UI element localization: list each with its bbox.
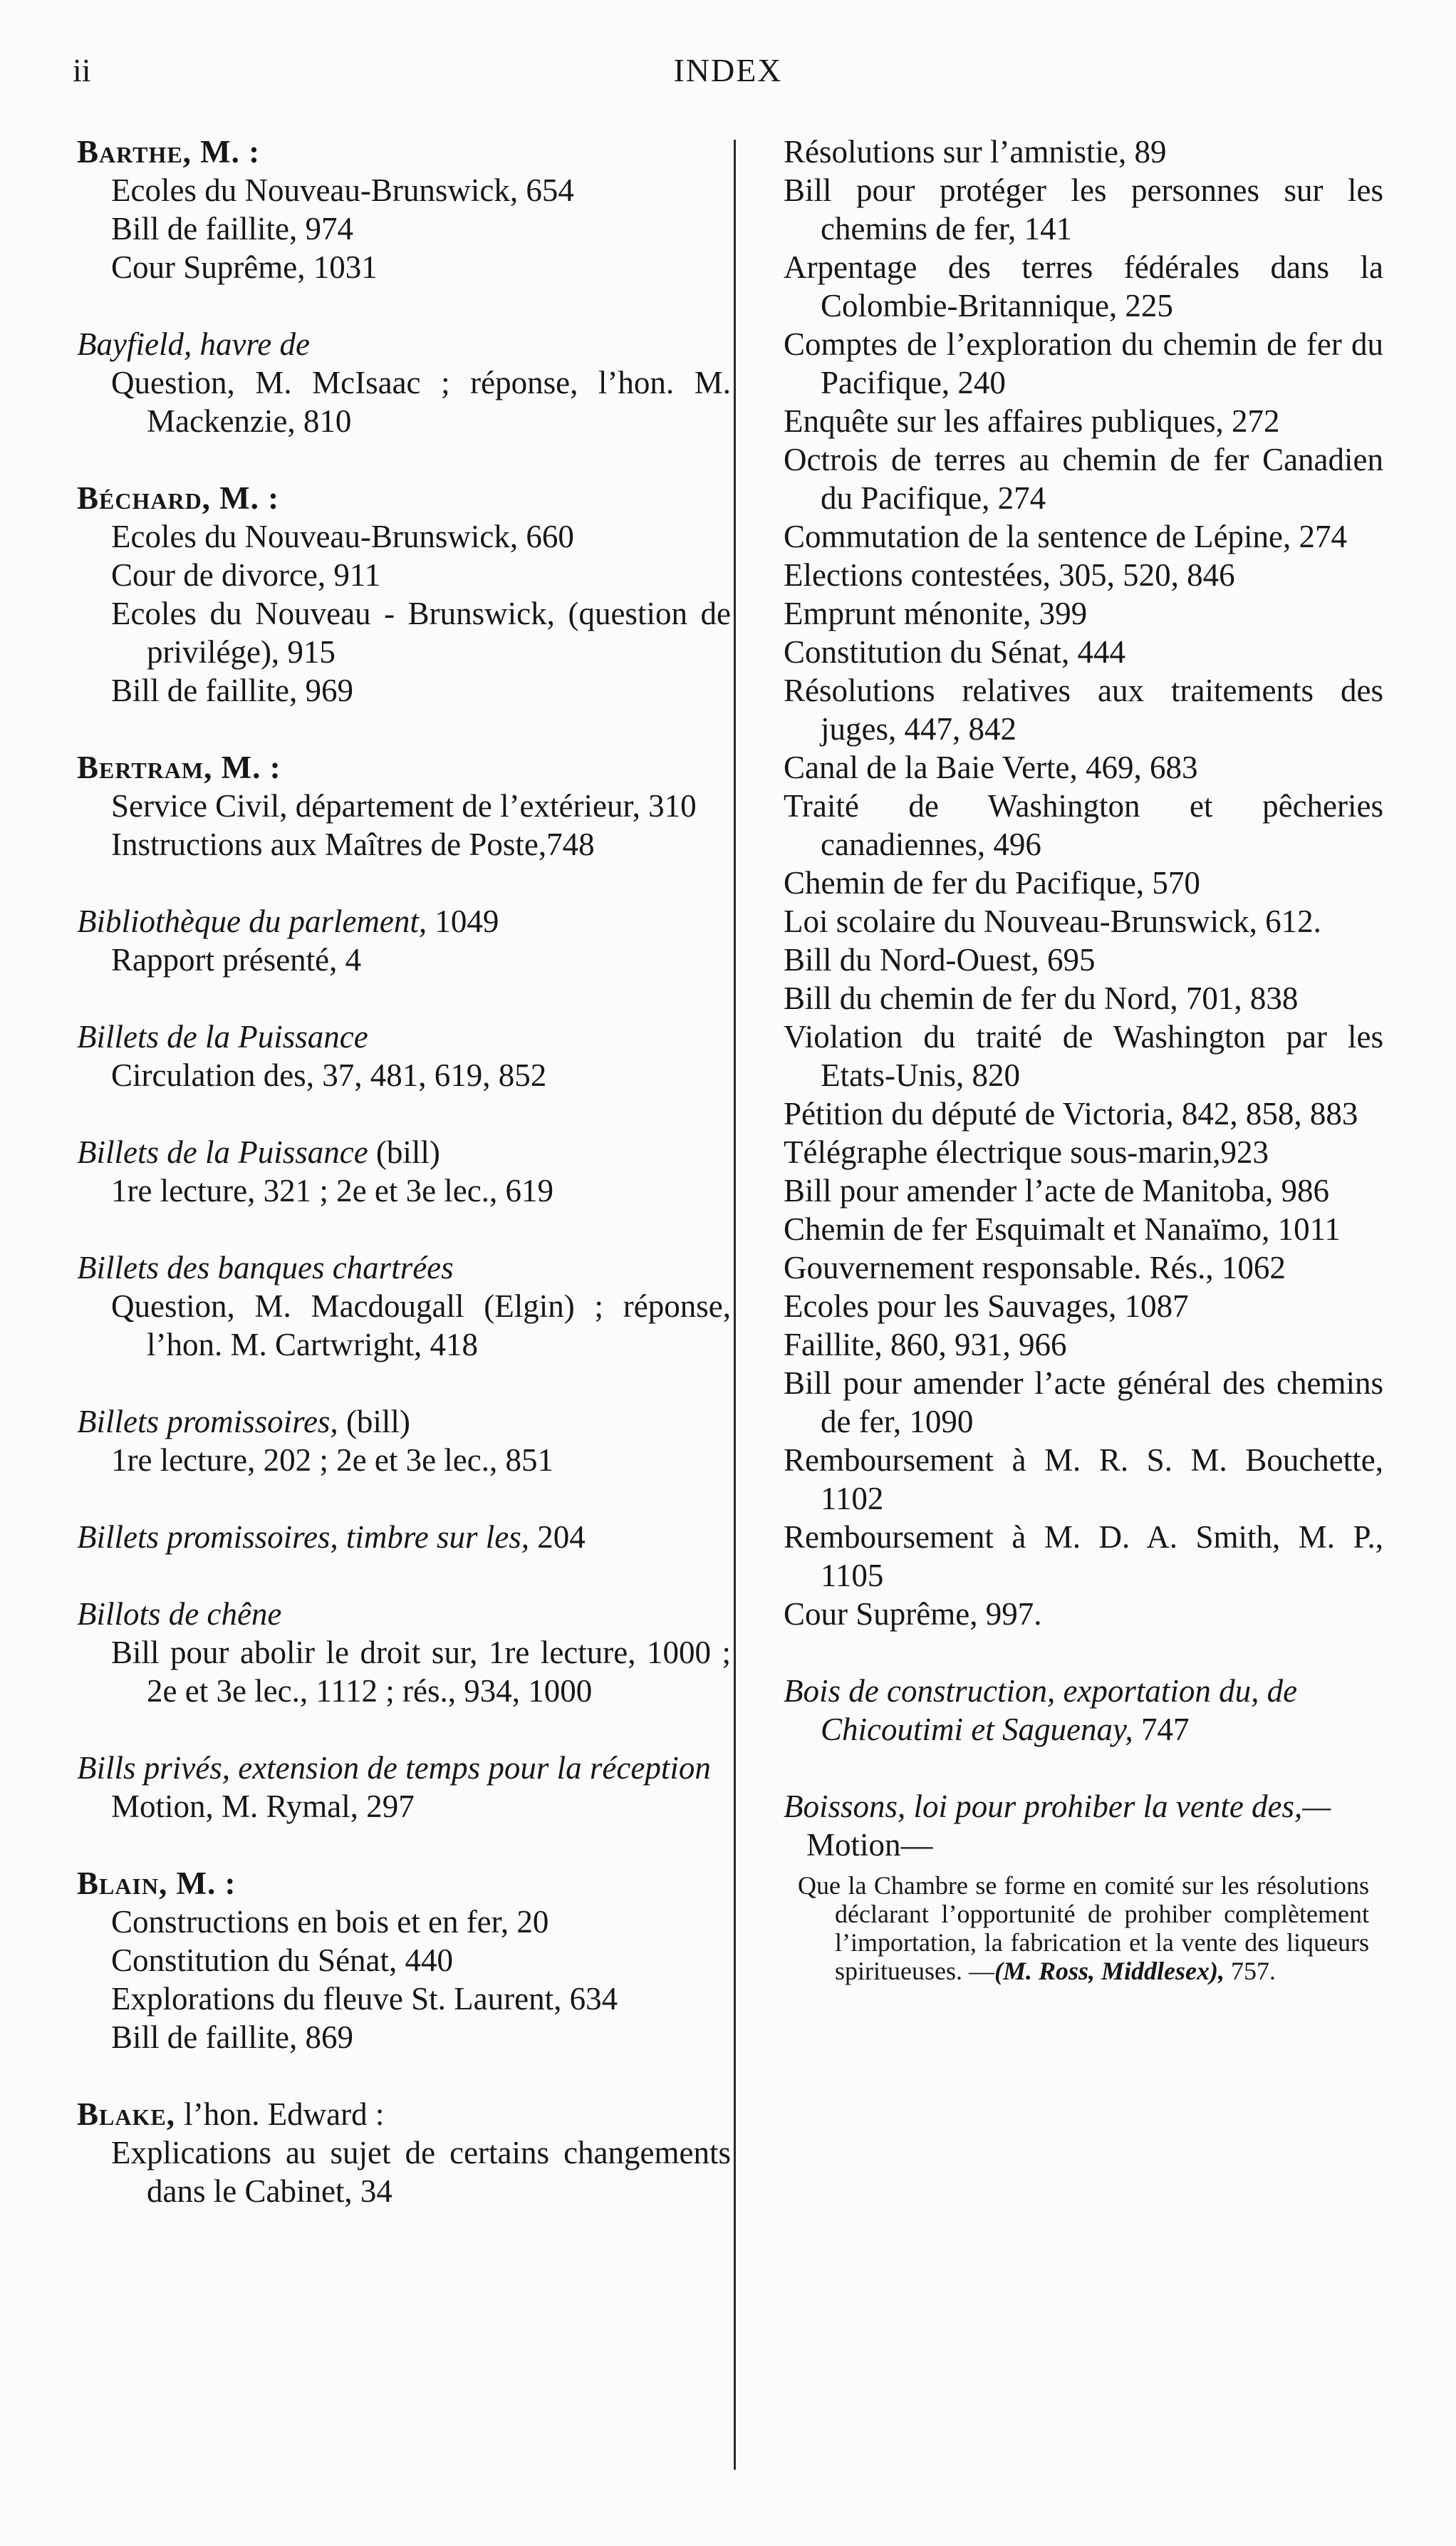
column-divider xyxy=(734,140,736,2470)
entry-reference: Ecoles du Nouveau - Brunswick, (question de privilége), 915 xyxy=(111,596,731,670)
entry-reference: Motion, M. Rymal, 297 xyxy=(111,1789,415,1824)
entry-reference: Rapport présenté, 4 xyxy=(111,942,362,978)
entry-reference: Service Civil, département de l’extérieur, 310 xyxy=(111,788,697,824)
resolution-page: 757. xyxy=(1230,1957,1276,1985)
entry-heading: Billets de la Puissance (bill) xyxy=(77,1134,440,1170)
entry-reference: Cour Suprême, 1031 xyxy=(111,249,378,285)
index-entry xyxy=(77,1749,731,1826)
entry-reference: Résolutions relatives aux traitements des juges, 447, 842 xyxy=(784,673,1383,747)
entry-reference: Elections contestées, 305, 520, 846 xyxy=(784,557,1235,593)
index-entry xyxy=(77,1595,731,1710)
entry-reference: Bill de faillite, 869 xyxy=(111,2019,353,2055)
entry-heading: Bills privés, extension de temps pour la réception xyxy=(77,1750,711,1786)
entry-reference: Remboursement à M. R. S. M. Bouchette, 1102 xyxy=(784,1442,1383,1516)
entry-reference: Commutation de la sentence de Lépine, 274 xyxy=(784,519,1348,554)
page-title: INDEX xyxy=(673,52,783,88)
entry-reference: Pétition du député de Victoria, 842, 858, 883 xyxy=(784,1096,1358,1132)
entry-heading: Billots de chêne xyxy=(77,1596,282,1632)
page-number: ii xyxy=(73,52,91,88)
index-entry-boissons xyxy=(784,1787,1383,1985)
entry-reference: Constitution du Sénat, 444 xyxy=(784,634,1126,670)
entry-reference: Bill du chemin de fer du Nord, 701, 838 xyxy=(784,980,1299,1016)
entry-reference: Chemin de fer Esquimalt et Nanaïmo, 1011 xyxy=(784,1211,1341,1247)
page-header xyxy=(0,51,1456,94)
right-column xyxy=(784,133,1383,2024)
index-entry xyxy=(77,1864,731,2056)
entry-reference: Emprunt ménonite, 399 xyxy=(784,596,1088,631)
entry-heading: Billets des banques chartrées xyxy=(77,1250,454,1285)
entry-heading: Bois de construction, exportation du, de Chicoutimi et Saguenay, 747 xyxy=(784,1673,1298,1747)
entry-heading: Blain, M. : xyxy=(77,1865,236,1901)
index-entry-bois xyxy=(784,1672,1383,1749)
index-entry xyxy=(77,1518,731,1556)
entry-reference: Gouvernement responsable. Rés., 1062 xyxy=(784,1250,1286,1285)
entry-reference: Violation du traité de Washington par les Etats-Unis, 820 xyxy=(784,1019,1383,1093)
entry-reference: Bill du Nord-Ouest, 695 xyxy=(784,942,1096,978)
entry-reference: Traité de Washington et pêcheries canadiennes, 496 xyxy=(784,788,1383,862)
entry-heading: Bayfield, havre de xyxy=(77,326,310,362)
entry-reference: Chemin de fer du Pacifique, 570 xyxy=(784,865,1200,901)
index-entry xyxy=(77,1018,731,1095)
entry-reference: Comptes de l’exploration du chemin de fer du Pacifique, 240 xyxy=(784,326,1383,400)
entry-reference: Enquête sur les affaires publiques, 272 xyxy=(784,403,1280,439)
entry-heading: Barthe, M. : xyxy=(77,134,261,170)
entry-heading: Bertram, M. : xyxy=(77,750,281,785)
entry-reference: 1re lecture, 321 ; 2e et 3e lec., 619 xyxy=(111,1173,553,1209)
entry-reference: Explications au sujet de certains changements dans le Cabinet, 34 xyxy=(111,2135,731,2209)
entry-reference: Télégraphe électrique sous-marin,923 xyxy=(784,1134,1269,1170)
entry-reference: Question, M. McIsaac ; réponse, l’hon. M. Mackenzie, 810 xyxy=(111,365,731,439)
index-entry xyxy=(77,479,731,710)
index-entry xyxy=(77,2095,731,2210)
entry-reference: Ecoles du Nouveau-Brunswick, 660 xyxy=(111,519,574,554)
entry-reference: Bill de faillite, 969 xyxy=(111,673,353,708)
right-item-list xyxy=(784,133,1383,1633)
entry-reference: Ecoles du Nouveau-Brunswick, 654 xyxy=(111,172,574,208)
entry-heading: Billets promissoires, timbre sur les, 204 xyxy=(77,1519,586,1555)
index-entry xyxy=(77,133,731,286)
entry-reference: Octrois de terres au chemin de fer Canadien du Pacifique, 274 xyxy=(784,442,1383,516)
index-entry xyxy=(77,902,731,979)
entry-reference: Constitution du Sénat, 440 xyxy=(111,1942,454,1978)
resolution-text: Que la Chambre se forme en comité sur les résolutions déclarant l’opportunité de prohiber complètement l’importation, la fabrication et la vente des liqueurs spiritueuses. —(M. Ross, Middlesex), 757. xyxy=(798,1871,1369,1985)
entry-reference: Question, M. Macdougall (Elgin) ; réponse, l’hon. M. Cartwright, 418 xyxy=(111,1288,731,1362)
entry-reference: Loi scolaire du Nouveau-Brunswick, 612. xyxy=(784,904,1321,939)
entry-reference: Circulation des, 37, 481, 619, 852 xyxy=(111,1057,547,1093)
entry-reference: Cour Suprême, 997. xyxy=(784,1596,1042,1632)
entry-heading: Billets de la Puissance xyxy=(77,1019,368,1055)
entry-heading: Blake, l’hon. Edward : xyxy=(77,2096,385,2132)
entry-reference: Bill pour abolir le droit sur, 1re lecture, 1000 ; 2e et 3e lec., 1112 ; rés., 934, 1000 xyxy=(111,1635,731,1709)
index-entry xyxy=(77,1402,731,1479)
index-entry xyxy=(77,1133,731,1210)
entry-reference: Explorations du fleuve St. Laurent, 634 xyxy=(111,1981,618,2017)
entry-reference: Bill pour amender l’acte général des chemins de fer, 1090 xyxy=(784,1365,1383,1439)
entry-reference: Faillite, 860, 931, 966 xyxy=(784,1327,1067,1362)
index-entry xyxy=(77,325,731,440)
entry-reference: Constructions en bois et en fer, 20 xyxy=(111,1904,549,1940)
left-column xyxy=(77,133,731,2249)
entry-heading: Billets promissoires, (bill) xyxy=(77,1404,410,1439)
entry-reference: Remboursement à M. D. A. Smith, M. P., 1105 xyxy=(784,1519,1383,1593)
entry-reference: Bill de faillite, 974 xyxy=(111,211,353,247)
entry-reference: Ecoles pour les Sauvages, 1087 xyxy=(784,1288,1189,1324)
index-entry xyxy=(77,1248,731,1364)
entry-reference: Instructions aux Maîtres de Poste,748 xyxy=(111,827,595,862)
index-entry xyxy=(77,748,731,864)
resolution-author: (M. Ross, Middlesex), xyxy=(994,1957,1224,1985)
entry-reference: Résolutions sur l’amnistie, 89 xyxy=(784,134,1167,170)
entry-reference: Canal de la Baie Verte, 469, 683 xyxy=(784,750,1198,785)
motion-label: Motion— xyxy=(806,1827,933,1863)
entry-reference: Arpentage des terres fédérales dans la Colombie-Britannique, 225 xyxy=(784,249,1383,324)
entry-reference: Cour de divorce, 911 xyxy=(111,557,381,593)
entry-reference: Bill pour amender l’acte de Manitoba, 986 xyxy=(784,1173,1330,1209)
entry-heading: Béchard, M. : xyxy=(77,480,280,516)
entry-reference: 1re lecture, 202 ; 2e et 3e lec., 851 xyxy=(111,1442,553,1478)
entry-heading: Boissons, loi pour prohiber la vente des,— xyxy=(784,1789,1331,1824)
entry-reference: Bill pour protéger les personnes sur les chemins de fer, 141 xyxy=(784,172,1383,247)
entry-heading: Bibliothèque du parlement, 1049 xyxy=(77,904,499,939)
